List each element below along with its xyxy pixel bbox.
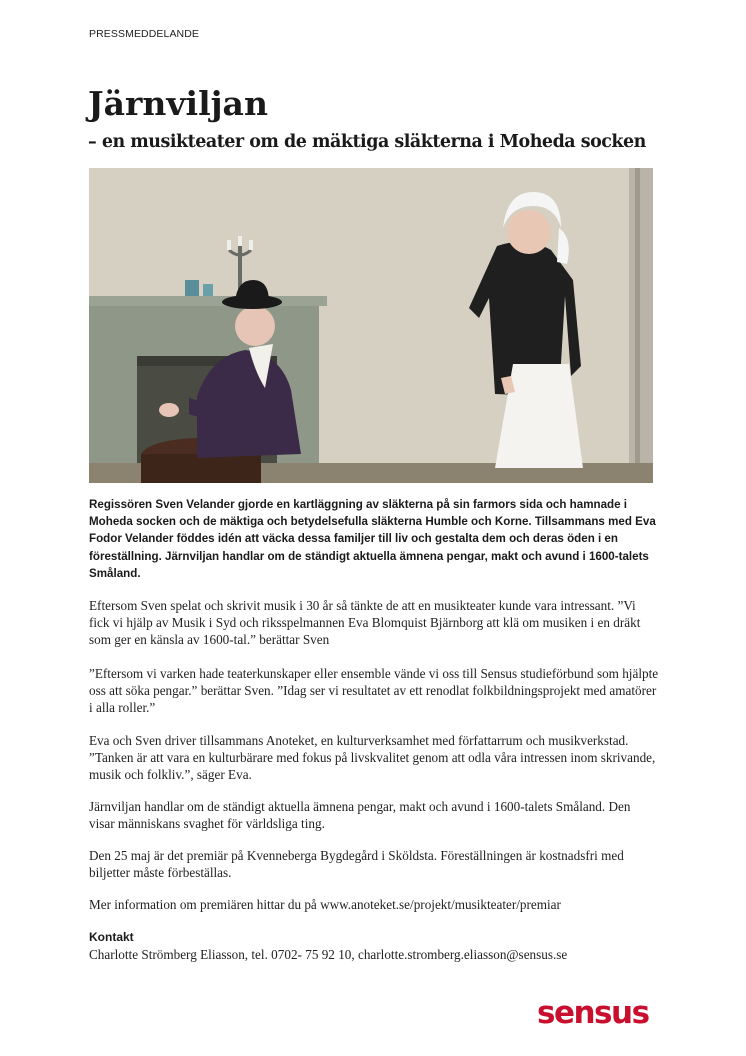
body-paragraph-3: Eva och Sven driver tillsammans Anoteket, en kulturverksamhet med författarrum och musikverkstad. ”Tanken är att vara en kulturbärare med fokus på livskvalitet genom att odla våra intressen inom skrivande, musik och folkliv.”, säger Eva.	[89, 733, 656, 783]
body-paragraph-2: ”Eftersom vi varken hade teaterkunskaper eller ensemble vände vi oss till Sensus studieförbund som hjälpte oss att söka pengar.” berättar Sven. ”Idag ser vi resultatet av ett renodlat folkbildningsprojekt med amatörer i alla roller.”	[89, 666, 659, 716]
contact-heading: Kontakt	[89, 930, 134, 944]
sensus-logo	[537, 996, 657, 1030]
body-paragraph-1: Eftersom Sven spelat och skrivit musik i 30 år så tänkte de att en musikteater kunde vara intressant. ”Vi fick vi hjälp av Musik i Syd och riksspelmannen Eva Blomquist Bjärnborg att klä om musiken i en dräkt som ger en känsla av 1600-tal.” berättar Sven	[89, 598, 641, 648]
press-photo	[89, 168, 653, 483]
body-paragraph-5: Den 25 maj är det premiär på Kvenneberga Bygdegård i Sköldsta. Föreställningen är kostnadsfri med biljetter måste förbeställas.	[89, 848, 624, 881]
lead-paragraph: Regissören Sven Velander gjorde en kartläggning av släkterna på sin farmors sida och hamnade i Moheda socken och de mäktiga och betydelsefulla släkterna Humble och Korne. Tillsammans med Eva Fodor Velander föddes idén att väcka dessa familjer till liv och gestalta dem och deras öden i en föreställning. Järnviljan handlar om de ständigt aktuella ämnena pengar, makt och avund i 1600-talets Småland.	[89, 498, 656, 580]
body-paragraph-6: Mer information om premiären hittar du på www.anoteket.se/projekt/musikteater/premiar	[89, 897, 561, 912]
contact-details: Charlotte Strömberg Eliasson, tel. 0702- 75 92 10, charlotte.stromberg.eliasson@sensus.se	[89, 947, 568, 962]
document-type-label: PRESSMEDDELANDE	[89, 28, 200, 40]
body-paragraph-4: Järnviljan handlar om de ständigt aktuella ämnena pengar, makt och avund i 1600-talets Småland. Den visar människans svaghet för världsliga ting.	[89, 799, 631, 832]
page-title: Järnviljan	[88, 84, 268, 123]
page-subtitle: – en musikteater om de mäktiga släkterna i Moheda socken	[88, 132, 646, 152]
svg-text:sensus: sensus	[537, 996, 649, 1030]
